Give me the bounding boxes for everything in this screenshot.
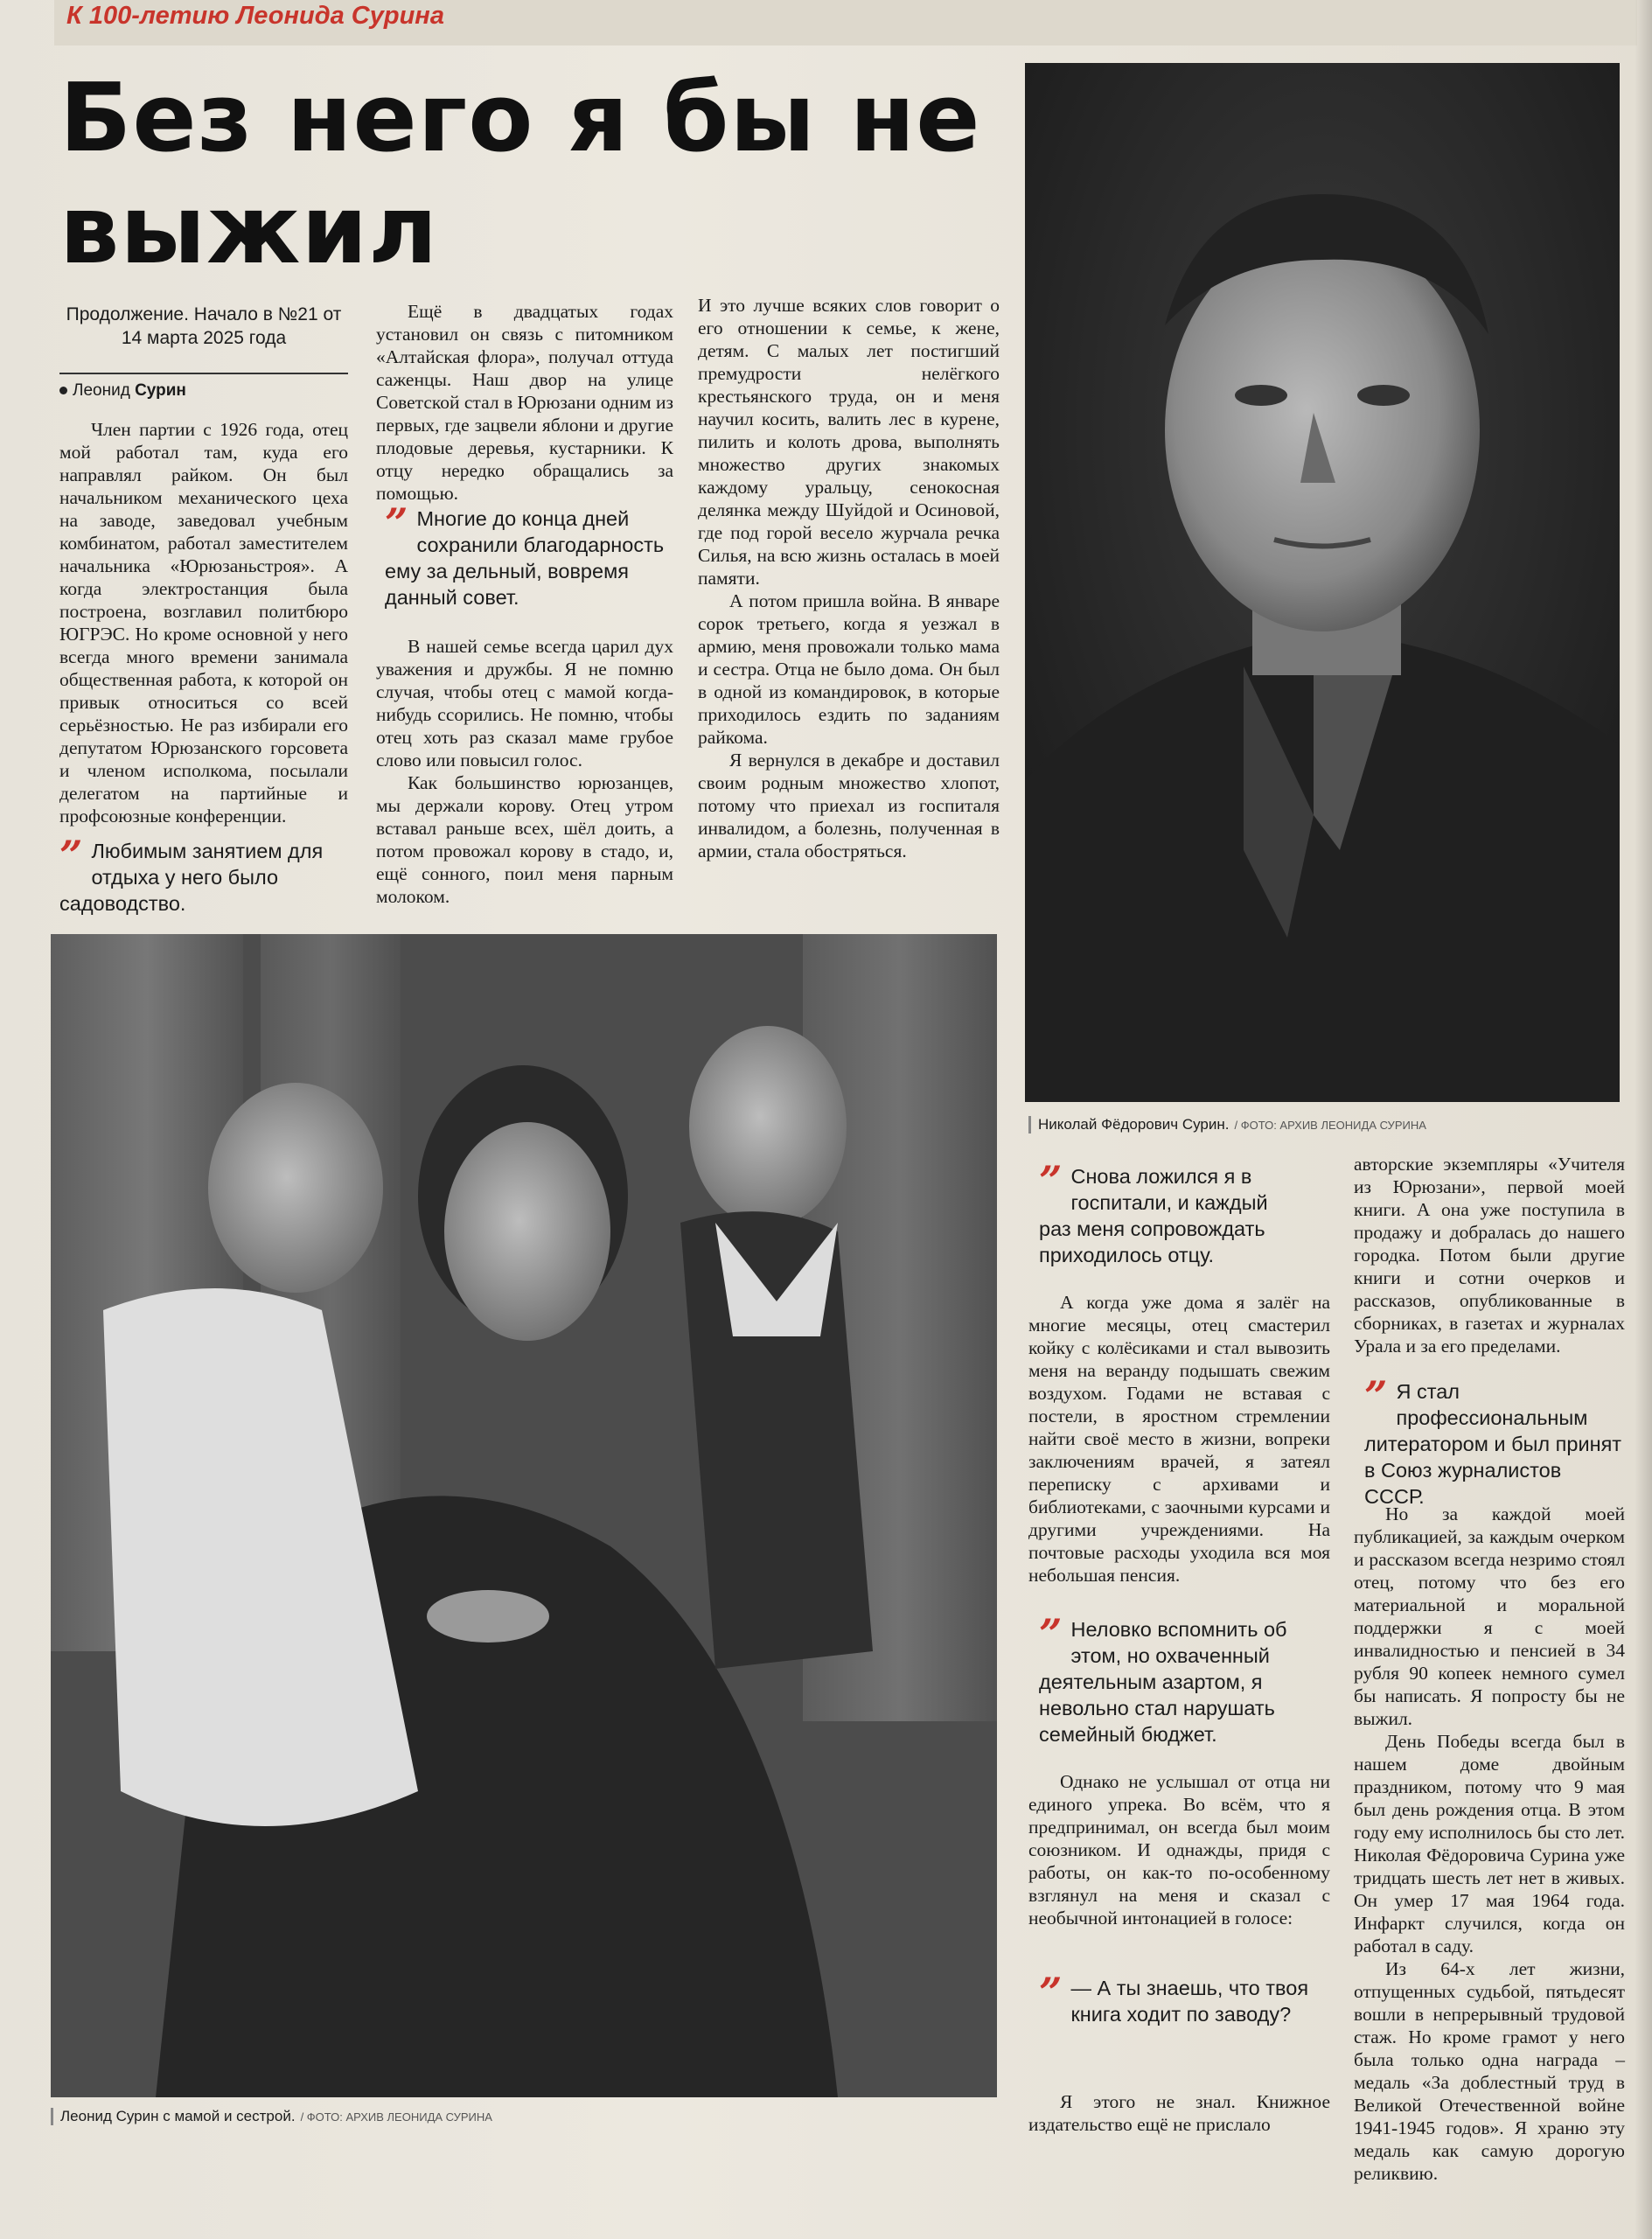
page-fold-shadow <box>1635 0 1652 2239</box>
col1-pull-quote <box>59 832 348 917</box>
article-column-2a <box>376 300 673 505</box>
rubric-label: К 100-летию Леонида Сурина <box>66 2 444 30</box>
col4-quote-2-text: Неловко вспомнить об этом, но охваченный деятельным азартом, я невольно стал нарушать семейный бюджет. <box>1039 1618 1287 1746</box>
family-image <box>51 934 997 2097</box>
quote-mark-icon: ” <box>1039 1610 1063 1657</box>
col5-pull-quote <box>1364 1372 1627 1510</box>
col4-pull-quote-1 <box>1039 1157 1301 1268</box>
portrait-caption-text: Николай Фёдорович Сурин. <box>1038 1116 1230 1133</box>
headline: Без него я бы не выжил <box>59 64 981 285</box>
col5-paragraph-1: авторские экземпляры «Учителя из Юрюзани», первой моей книги. А она уже поступила в продажу и добралась до нашего городка. Потом были другие книги и сотни очерков и рассказов, опубликованные в сборниках, в газетах и журналах Урала и за его пределами. <box>1354 1154 1625 1357</box>
article-column-5a <box>1354 1153 1625 1357</box>
col1-paragraph-1: Член партии с 1926 года, отец мой работал там, куда его направлял райком. Он был начальником механического цеха на заводе, заведовал учебным комбинатом, работал заместителем начальника «Юрюзаньстроя». А когда электростанция была построена, возглавил политбюро ЮГРЭС. Но кроме основной у него всегда много времени занимала общественная работа, к которой он привык относиться со всей серьёзностью. Не раз избирали его депутатом Юрюзанского горсовета и членом исполкома, посылали делегатом на партийные и профсоюзные конференции. <box>59 419 348 827</box>
photo-portrait <box>1025 63 1620 1102</box>
article-column-4c <box>1028 2090 1330 2136</box>
byline <box>59 373 348 401</box>
col5-paragraph-3: День Победы всегда был в нашем доме двойным праздником, потому что 9 мая был день рождения отца. В этом году ему исполнилось бы сто лет. Николая Фёдоровича Сурина уже тридцать шесть лет нет в живых. Он умер 17 мая 1964 года. Инфаркт случился, когда он работал в саду. <box>1354 1731 1625 1957</box>
col5-paragraph-2: Но за каждой моей публикацией, за каждым очерком и рассказом всегда незримо стоял отец, потому что без его материальной и моральной поддержки я с моей инвалидностью и пенсией в 34 рубля 90 копеек немного сумел бы написать. Я попросту бы не выжил. <box>1354 1503 1625 1729</box>
quote-mark-icon: ” <box>1039 1969 1063 2016</box>
article-column-5b <box>1354 1503 1625 2185</box>
portrait-caption <box>1028 1116 1426 1133</box>
byline-last-name: Сурин <box>135 381 186 400</box>
portrait-image <box>1025 63 1620 1102</box>
col4-pull-quote-3 <box>1039 1969 1310 2027</box>
col3-paragraph-1: И это лучше всяких слов говорит о его отношении к семье, к жене, детям. С малых лет постигший премудрости нелёгкого крестьянского труда, он и меня научил косить, валить лес в курене, пилить и колоть дрова, выполнять множество других знакомых каждому уральцу, сенокосная делянка между Шуйдой и Осиновой, где под горой весело журчала речка Силья, на всю жизнь осталась в моей памяти. <box>698 295 1000 589</box>
article-column-2b <box>376 635 673 908</box>
col2-quote-text: Многие до конца дней сохранили благодарность ему за дельный, вовремя данный совет. <box>385 507 665 609</box>
col4-quote-1-text: Снова ложился я в госпитали, и каждый раз меня сопровождать приходилось отцу. <box>1039 1165 1268 1266</box>
portrait-credit: / ФОТО: АРХИВ ЛЕОНИДА СУРИНА <box>1234 1119 1426 1132</box>
byline-first-name: Леонид <box>73 381 130 400</box>
quote-mark-icon: ” <box>385 499 408 547</box>
col3-paragraph-2: А потом пришла война. В январе сорок третьего, когда я уезжал в армию, меня провожали только мама и сестра. Отца не было дома. Он был в одной из командировок, в которые приходилось ездить по заданиям райкома. <box>698 590 1000 748</box>
quote-mark-icon: ” <box>1364 1372 1388 1419</box>
article-column-1 <box>59 418 348 827</box>
quote-mark-icon: ” <box>59 832 83 879</box>
col3-paragraph-3: Я вернулся в декабре и доставил своим родным множество хлопот, потому что приехал из госпиталя инвалидом, а болезнь, полученная в армии, стала обостряться. <box>698 750 1000 861</box>
series-note: Продолжение. Начало в №21 от 14 марта 2025 года <box>66 304 342 348</box>
article-column-4a <box>1028 1291 1330 1587</box>
article-column-3 <box>698 294 1000 862</box>
family-caption <box>51 2108 492 2125</box>
family-caption-text: Леонид Сурин с мамой и сестрой. <box>60 2108 296 2124</box>
col4-quote-3-text: — А ты знаешь, что твоя книга ходит по заводу? <box>1070 1977 1309 2026</box>
col2-paragraph-2: В нашей семье всегда царил дух уважения и дружбы. Я не помню случая, чтобы отец с мамой когда-нибудь ссорились. Не помню, чтобы отец хоть раз сказал маме грубое слово или повысил голос. <box>376 636 673 771</box>
col1-quote-text: Любимым занятием для отдыха у него было садоводство. <box>59 840 324 915</box>
article-column-4b <box>1028 1770 1330 1929</box>
col4-paragraph-3: Я этого не знал. Книжное издательство ещё не прислало <box>1028 2091 1330 2135</box>
col5-quote-text: Я стал профессиональным литератором и был принят в Союз журналистов СССР. <box>1364 1380 1622 1508</box>
col4-paragraph-2: Однако не услышал от отца ни единого упрека. Во всём, что я предпринимал, он всегда был моим союзником. И однажды, придя с работы, он как-то по-особенному взглянул на меня и сказал с необычной интонацией в голосе: <box>1028 1771 1330 1929</box>
col2-pull-quote <box>385 499 673 610</box>
col5-paragraph-4: Из 64-х лет жизни, отпущенных судьбой, пятьдесят вошли в непрерывный трудовой стаж. Но кроме грамот у него была только одна награда – медаль «За доблестный труд в Великой Отечественной войне 1941-1945 годов». Я храню эту медаль как самую дорогую реликвию. <box>1354 1958 1625 2184</box>
col2-paragraph-3: Как большинство юрюзанцев, мы держали корову. Отец утром вставал раньше всех, шёл доить, а потом провожал корову в стадо, и, ещё сонного, поил меня парным молоком. <box>376 772 673 907</box>
col4-paragraph-1: А когда уже дома я залёг на многие месяцы, отец смастерил койку с колёсиками и стал вывозить меня на веранду подышать свежим воздухом. Годами не вставая с постели, в яростном стремлении найти своё место в жизни, вопреки заключениям врачей, я затеял переписку с архивами и библиотеками, с заочными курсами и другими учреждениями. На почтовые расходы уходила вся моя небольшая пенсия. <box>1028 1292 1330 1586</box>
col2-paragraph-1: Ещё в двадцатых годах установил он связь с питомником «Алтайская флора», получал оттуда саженцы. Наш двор на улице Советской стал в Юрюзани одним из первых, где зацвели яблони и другие плодовые деревья, кустарники. К отцу нередко обращались за помощью. <box>376 301 673 504</box>
family-credit: / ФОТО: АРХИВ ЛЕОНИДА СУРИНА <box>300 2110 492 2124</box>
photo-family <box>51 934 997 2097</box>
rubric-bar <box>54 0 1637 45</box>
quote-mark-icon: ” <box>1039 1157 1063 1204</box>
byline-bullet-icon <box>59 387 67 394</box>
col4-pull-quote-2 <box>1039 1610 1310 1747</box>
